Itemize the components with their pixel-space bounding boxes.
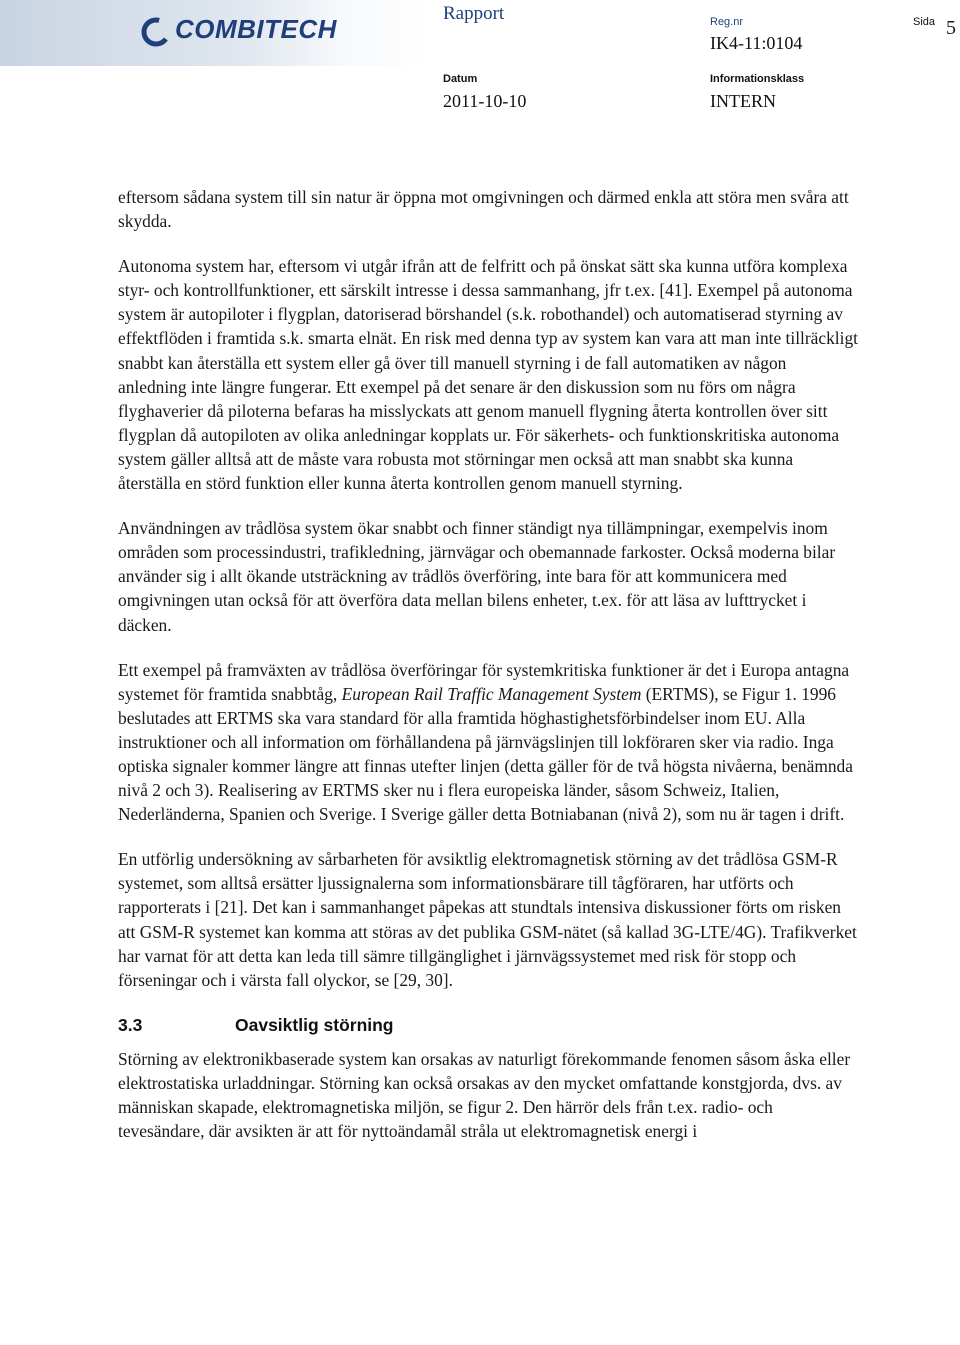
page-label: Sida xyxy=(913,16,936,28)
paragraph-3: Användningen av trådlösa system ökar snabbt och finner ständigt nya tillämpningar, exempelvis inom områden som processindustri, trafikledning, järnvägar och obemannade farkoster. Också moderna bilar använder sig i allt ökande utsträckning av trådlös överföring, inte bara för att kommunicera med omgivningen utan också för att överföra data mellan bilens enheter, t.ex. för att läsa av lufttrycket i däcken. xyxy=(118,518,836,635)
section-number: 3.3 xyxy=(118,1014,143,1035)
report-type: Rapport xyxy=(443,3,505,24)
company-logo-text: COMBITECH xyxy=(175,14,337,44)
paragraph-1: eftersom sådana system till sin natur är öppna mot omgivningen och därmed enkla att störa men svåra att skydda. xyxy=(118,187,849,232)
combitech-logo-icon xyxy=(140,16,174,48)
page-number: 5 xyxy=(946,17,956,39)
regnr-label: Reg.nr xyxy=(710,16,744,28)
paragraph-2: Autonoma system har, eftersom vi utgår ifrån att de felfritt och på önskat sätt ska kunna utföra komplexa styr- och kontrollfunktioner, ett särskilt intresse i dessa sammanhang, jfr t.ex. [41]. Exempel på autonoma system är autopiloter i flygplan, datoriserad börshandel (s.k. robothandel) och automatiserad styrning av effektflöden i framtida s.k. smarta elnät. En risk med denna typ av system kan vara att man inte tillräckligt snabbt kan återställa ett system eller gå över till manuell styrning i de fall automatiken av någon anledning inte längre fungerar. Ett exempel på det senare är den diskussion som nu förs om några flyghaverier då piloterna befaras ha misslyckats att genom manuell flygning återta kontrollen över sitt flygplan då autopiloten av olika anledningar kopplats ur. För säkerhets- och funktionskritiska autonoma system gäller alltså att de måste vara robusta mot störningar men också att man snabbt ska kunna återställa en störd funktion eller kunna återta kontrollen genom manuell styrning. xyxy=(118,256,859,494)
regnr-value: IK4-11:0104 xyxy=(710,33,803,53)
section-heading xyxy=(118,1013,858,1037)
document-body xyxy=(118,185,858,1143)
paragraph-4-start: Ett exempel på framväxten av trådlösa överföringar för systemkritiska funktioner är det i Europa antagna systemet för framtida snabbtåg, xyxy=(118,659,850,704)
paragraph-4-end: (ERTMS), se Figur 1. 1996 beslutades att ERTMS ska vara standard för alla framtida höghastighetsförbindelser inom EU. Alla instruktioner och all information om förhållandena på järnvägslinjen till lokföraren sker via radio. Inga optiska signaler kommer längre att finnas utefter linjen (detta gäller för de två högsta nivåerna, benämnda nivå 2 och 3). Realisering av ERTMS sker nu i flera europeiska länder, såsom Schweiz, Italien, Nederländerna, Spanien och Sverige. I Sverige gäller detta Botniabanan (nivå 2), som nu är tagen i drift. xyxy=(118,683,853,825)
classification-label: Informationsklass xyxy=(710,73,805,85)
paragraph-6: Störning av elektronikbaserade system kan orsakas av naturligt förekommande fenomen såsom åska eller elektrostatiska urladdningar. Störning kan också orsakas av den mycket omfattande konstgjorda, dvs. av människan skapade, elektromagnetiska miljön, se figur 2. Den härrör dels från t.ex. radio- och tevesändare, där avsikten är att för nyttoändamål stråla ut elektromagnetisk energi i xyxy=(118,1048,851,1142)
classification-value: INTERN xyxy=(710,91,776,111)
ertms-full-name: European Rail Traffic Management System xyxy=(341,683,642,704)
section-title: Oavsiktlig störning xyxy=(235,1014,394,1035)
paragraph-4 xyxy=(118,658,858,827)
logo-band xyxy=(0,0,430,66)
date-label: Datum xyxy=(443,73,478,85)
date-value: 2011-10-10 xyxy=(443,91,527,111)
paragraph-5: En utförlig undersökning av sårbarheten för avsiktlig elektromagnetisk störning av det trådlösa GSM-R systemet, som alltså ersätter ljussignalerna som informationsbärare till tågföraren, har utförts och rapporterats i [21]. Det kan i sammanhanget påpekas att stundtals intensiva diskussioner förts om risken att GSM-R systemet kan komma att störas av det publika GSM-nätet (så kallad 3G-LTE/4G). Trafikverket har varnat för att detta kan leda till sämre tillgänglighet i järnvägssystemet med risk för stopp och förseningar och i värsta fall olyckor, se [29, 30]. xyxy=(118,849,857,990)
